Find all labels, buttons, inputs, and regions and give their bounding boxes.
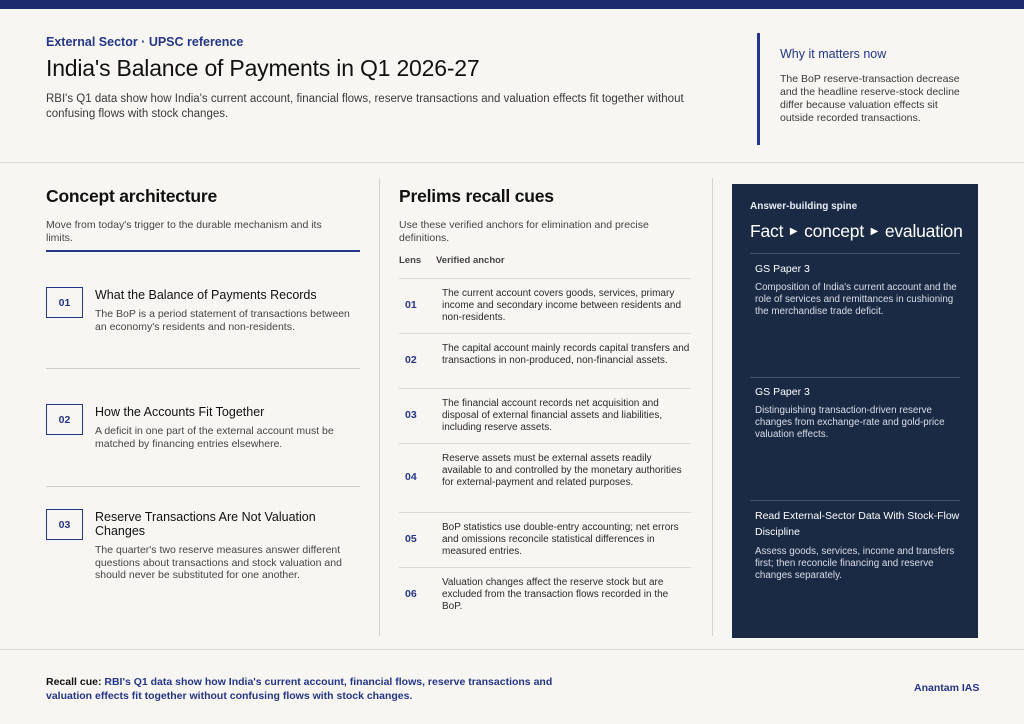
arrow-right-icon: ▶ [870, 226, 879, 237]
table-row [399, 333, 691, 388]
table-row [399, 567, 691, 622]
spine-title-fact: Fact [750, 221, 784, 241]
concept-divider [46, 486, 360, 487]
spine-item-body: Composition of India's current account and the role of services and remittances in cushioning the merchandise trade deficit. [755, 282, 957, 317]
row-number: 05 [405, 533, 417, 545]
spine-item-body: Assess goods, services, income and transfers first; then reconcile financing and reserve changes separately. [755, 546, 955, 581]
table-row [399, 512, 691, 567]
concept-item [46, 287, 360, 347]
concept-subheading: Move from today's trigger to the durable mechanism and its limits. [46, 219, 322, 244]
row-text: The financial account records net acquisition and disposal of external financial assets and liabilities, including reserve assets. [442, 398, 663, 433]
concept-item [46, 404, 360, 464]
concept-architecture-section [46, 186, 360, 245]
eyebrow: External Sector · UPSC reference [46, 35, 244, 49]
column-divider [379, 178, 380, 636]
answer-building-spine-panel [732, 184, 978, 638]
concept-heading: Concept architecture [46, 186, 218, 206]
spine-item-title: Read External-Sector Data With Stock-Flow Discipline [755, 510, 960, 538]
concept-item-number: 03 [46, 509, 83, 540]
concept-item-title: Reserve Transactions Are Not Valuation Changes [95, 510, 316, 538]
why-it-matters-callout [757, 33, 967, 145]
page-subtitle: RBI's Q1 data show how India's current account, financial flows, reserve transactions and valuation effects fit together without confusing flows with stock changes. [46, 93, 684, 120]
page-header [0, 9, 1024, 163]
row-text: Valuation changes affect the reserve stock but are excluded from the transaction flows recorded in the BoP. [442, 577, 669, 612]
row-text: The capital account mainly records capital transfers and transactions in non-produced, non-financial assets. [442, 343, 690, 366]
spine-title-concept: concept [804, 221, 864, 241]
spine-title [750, 221, 963, 242]
column-divider [712, 178, 713, 636]
spine-item [755, 385, 960, 441]
recall-cue-text: RBI's Q1 data show how India's current account, financial flows, reserve transactions and valuation effects fit together without confusing flows with stock changes. [46, 676, 553, 702]
concept-item-number: 01 [46, 287, 83, 318]
column-header-anchor: Verified anchor [436, 255, 505, 266]
table-row [399, 388, 691, 443]
prelims-recall-section [399, 186, 691, 245]
spine-title-evaluation: evaluation [884, 221, 963, 241]
concept-item [46, 509, 360, 589]
page-title: India's Balance of Payments in Q1 2026-27 [46, 55, 480, 81]
spine-item [755, 508, 960, 582]
spine-item-title: GS Paper 3 [755, 386, 810, 398]
page-footer [0, 649, 1024, 724]
why-title: Why it matters now [780, 47, 887, 61]
row-number: 02 [405, 354, 417, 366]
column-header-lens: Lens [399, 255, 422, 266]
row-number: 03 [405, 409, 417, 421]
row-text: The current account covers goods, services, primary income and secondary income between residents and non-residents. [442, 288, 682, 323]
table-row [399, 443, 691, 512]
concept-heading-rule [46, 250, 360, 252]
spine-item [755, 262, 960, 318]
spine-item-title: GS Paper 3 [755, 263, 810, 275]
prelims-heading: Prelims recall cues [399, 186, 554, 206]
arrow-right-icon: ▶ [789, 226, 798, 237]
recall-cue-label: Recall cue: [46, 676, 102, 688]
brand-name: Anantam IAS [914, 682, 980, 694]
concept-item-number: 02 [46, 404, 83, 435]
concept-item-title: How the Accounts Fit Together [95, 405, 265, 419]
top-accent-bar [0, 0, 1024, 9]
recall-cue [46, 675, 566, 703]
concept-item-body: A deficit in one part of the external account must be matched by financing entries elsewhere. [95, 425, 334, 450]
concept-item-title: What the Balance of Payments Records [95, 288, 317, 302]
concept-item-body: The BoP is a period statement of transactions between an economy's residents and non-residents. [95, 308, 350, 333]
why-body: The BoP reserve-transaction decrease and the headline reserve-stock decline differ because valuation effects sit outside recorded transactions. [780, 73, 960, 124]
concept-item-body: The quarter's two reserve measures answer different questions about transactions and stock valuation and should never be substituted for one another. [95, 544, 342, 581]
row-text: BoP statistics use double-entry accounting; net errors and omissions reconcile statistical differences in measured entries. [442, 522, 679, 557]
table-row [399, 278, 691, 333]
spine-item-body: Distinguishing transaction-driven reserve changes from exchange-rate and gold-price valuation effects. [755, 405, 945, 440]
spine-eyebrow: Answer-building spine [750, 201, 858, 212]
spine-divider [750, 377, 960, 378]
spine-divider [750, 500, 960, 501]
row-text: Reserve assets must be external assets readily available to and controlled by the monetary authorities for external-payment and related purposes. [442, 453, 682, 488]
row-number: 06 [405, 588, 417, 600]
concept-divider [46, 368, 360, 369]
prelims-subheading: Use these verified anchors for elimination and precise definitions. [399, 219, 649, 244]
row-number: 04 [405, 471, 417, 483]
row-number: 01 [405, 299, 417, 311]
spine-divider [750, 253, 960, 254]
